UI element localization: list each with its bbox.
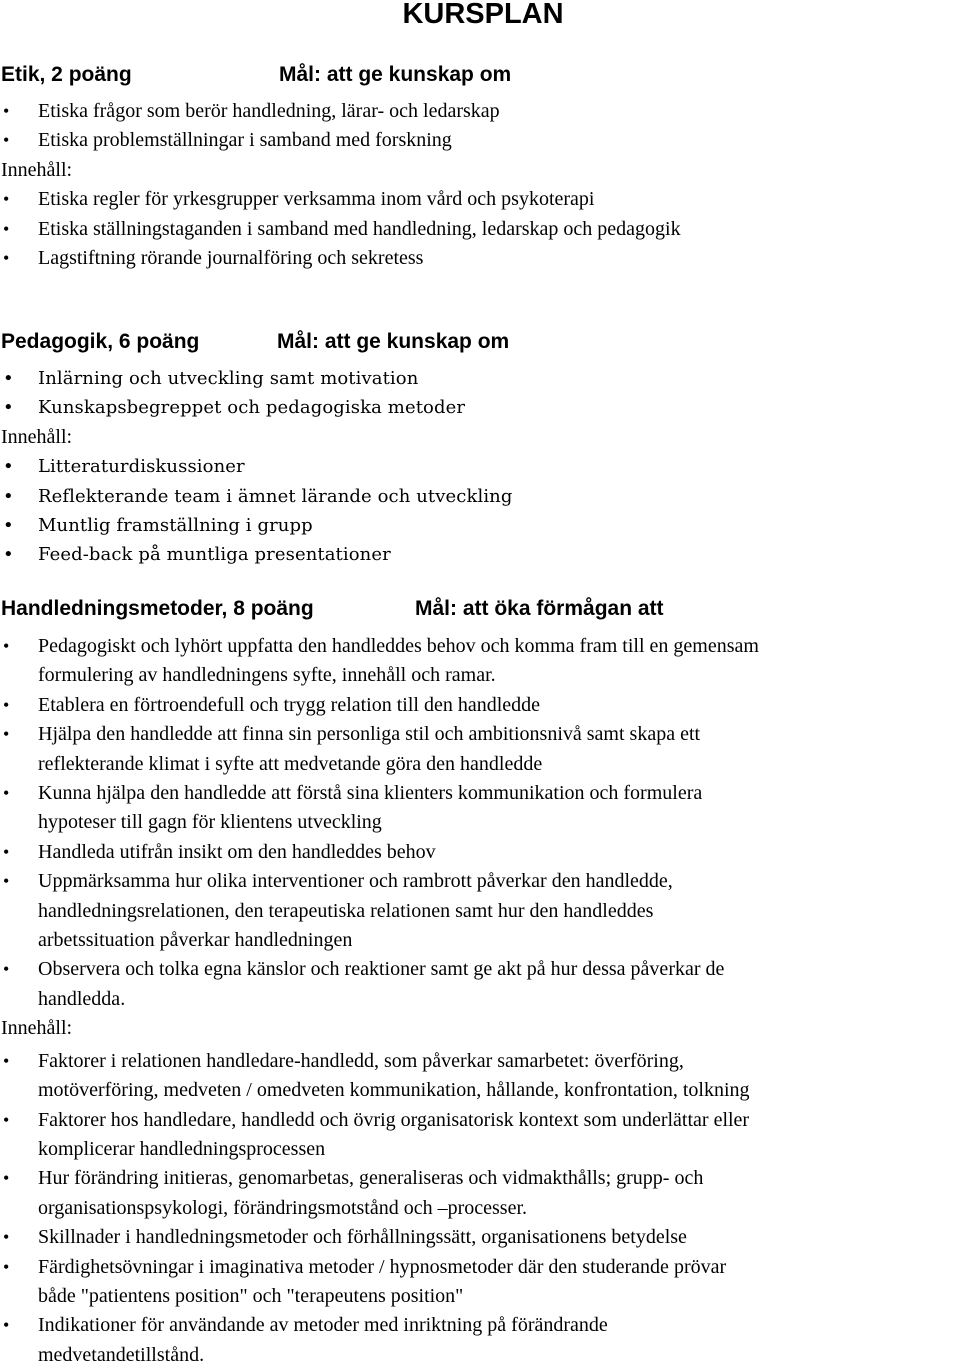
course-name: Handledningsmetoder, 8 poäng (1, 597, 314, 620)
list-item: • Pedagogiskt och lyhört uppfatta den handleddes behov och komma fram till en gemensam formulering av handledningens syfte, innehåll och ramar. (0, 632, 960, 691)
bullet-icon: • (3, 368, 14, 389)
bullet-icon: • (3, 694, 10, 715)
bullet-icon: • (3, 783, 10, 804)
content-list (0, 452, 960, 570)
bullet-icon: • (3, 1168, 10, 1189)
list-item: • Etiska problemställningar i samband med forskning (0, 126, 960, 155)
list-item: • Litteraturdiskussioner (0, 452, 960, 481)
list-item: • Inlärning och utveckling samt motivation (0, 364, 960, 393)
list-item: • Kunna hjälpa den handledde att förstå sina klienters kommunikation och formulera hypoteser till gagn för klientens utveckling (0, 779, 960, 838)
goal-list (0, 364, 960, 423)
content-label: Innehåll: (1, 1017, 73, 1040)
bullet-icon: • (3, 189, 10, 210)
list-item: • Handleda utifrån insikt om den handleddes behov (0, 838, 960, 867)
bullet-icon: • (3, 724, 10, 745)
list-item: • Etiska ställningstaganden i samband med handledning, ledarskap och pedagogik (0, 215, 960, 244)
bullet-icon: • (3, 456, 14, 478)
section-heading (0, 594, 960, 624)
list-item: • Uppmärksamma hur olika interventioner och rambrott påverkar den handledde, handledningsrelationen, den terapeutiska relationen samt hur den handleddes arbetssituation påverkar handledningen (0, 867, 960, 955)
bullet-icon: • (3, 871, 10, 892)
list-item: • Faktorer i relationen handledare-handledd, som påverkar samarbetet: överföring, motöverföring, medveten / omedveten kommunikation, hållande, konfrontation, tolkning (0, 1047, 960, 1106)
list-item: • Muntlig framställning i grupp (0, 511, 960, 540)
bullet-icon: • (3, 485, 14, 507)
list-item: • Hjälpa den handledde att finna sin personliga stil och ambitionsnivå samt skapa ett reflekterande klimat i syfte att medvetande göra den handledde (0, 720, 960, 779)
section-pedagogik (0, 327, 960, 570)
list-item: • Observera och tolka egna känslor och reaktioner samt ge akt på hur dessa påverkar de handledda. (0, 955, 960, 1014)
bullet-icon: • (3, 1315, 10, 1336)
list-item: • Hur förändring initieras, genomarbetas, generaliseras och vidmakthålls; grupp- och organisationspsykologi, förändringsmotstånd och –processer. (0, 1164, 960, 1223)
bullet-icon: • (3, 1050, 10, 1071)
list-item: • Faktorer hos handledare, handledd och övrig organisatorisk kontext som underlättar eller komplicerar handledningsprocessen (0, 1106, 960, 1165)
bullet-icon: • (3, 218, 10, 239)
course-goal: Mål: att öka förmågan att (415, 597, 664, 620)
list-item: • Lagstiftning rörande journalföring och sekretess (0, 244, 960, 273)
bullet-icon: • (3, 130, 10, 151)
course-name: Pedagogik, 6 poäng (1, 330, 200, 353)
goal-list (0, 97, 960, 156)
bullet-icon: • (3, 544, 14, 566)
bullet-icon: • (3, 636, 10, 656)
section-heading (0, 60, 960, 90)
bullet-icon: • (3, 1256, 10, 1277)
list-item: • Etablera en förtroendefull och trygg relation till den handledde (0, 691, 960, 720)
course-goal: Mål: att ge kunskap om (277, 330, 510, 353)
bullet-icon: • (3, 248, 10, 269)
section-heading (0, 327, 960, 357)
list-item: • Kunskapsbegreppet och pedagogiska metoder (0, 393, 960, 422)
section-handledningsmetoder (0, 594, 960, 1370)
content-label: Innehåll: (1, 158, 73, 181)
content-list (0, 1047, 960, 1370)
document-title: KURSPLAN (402, 0, 564, 30)
content-label: Innehåll: (1, 425, 73, 448)
list-item: • Feed-back på muntliga presentationer (0, 540, 960, 569)
bullet-icon: • (3, 101, 10, 121)
bullet-icon: • (3, 841, 10, 862)
bullet-icon: • (3, 397, 14, 419)
bullet-icon: • (3, 959, 10, 980)
bullet-icon: • (3, 1227, 10, 1248)
course-goal: Mål: att ge kunskap om (279, 63, 512, 86)
list-item: • Reflekterande team i ämnet lärande och utveckling (0, 482, 960, 511)
content-list (0, 185, 960, 273)
list-item: • Färdighetsövningar i imaginativa metoder / hypnosmetoder där den studerande prövar både "patientens position" och "terapeutens position" (0, 1253, 960, 1312)
section-etik (0, 60, 960, 273)
bullet-icon: • (3, 1109, 10, 1130)
goal-list (0, 632, 960, 1014)
list-item: • Etiska regler för yrkesgrupper verksamma inom vård och psykoterapi (0, 185, 960, 214)
list-item: • Etiska frågor som berör handledning, lärar- och ledarskap (0, 97, 960, 126)
bullet-icon: • (3, 515, 14, 537)
list-item: • Skillnader i handledningsmetoder och förhållningssätt, organisationens betydelse (0, 1223, 960, 1252)
course-name: Etik, 2 poäng (1, 63, 132, 86)
list-item: • Indikationer för användande av metoder med inriktning på förändrande medvetandetillstånd. (0, 1311, 960, 1370)
